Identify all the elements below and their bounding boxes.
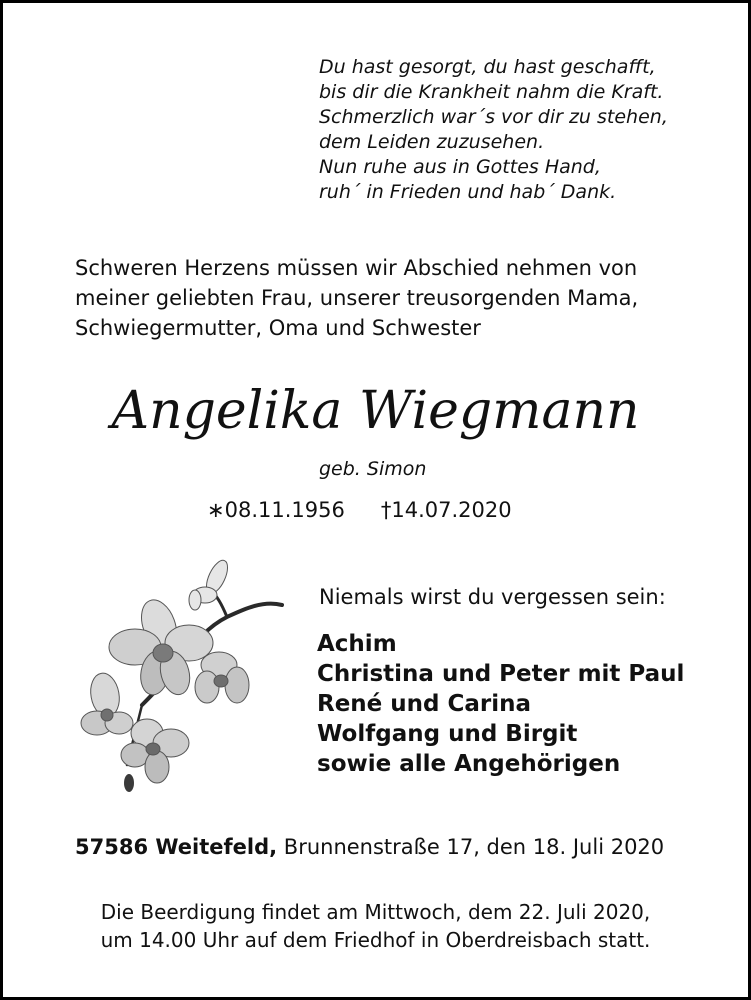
- poem-line: ruh´ in Frieden und hab´ Dank.: [319, 181, 617, 203]
- birth-star-icon: ∗: [207, 498, 225, 522]
- poem-line: Schmerzlich war´s vor dir zu stehen,: [319, 106, 668, 128]
- funeral-information: [3, 898, 748, 954]
- poem-line: dem Leiden zuzusehen.: [319, 131, 545, 153]
- remembrance-tagline: Niemals wirst du vergessen sein:: [319, 585, 666, 609]
- mourners-list: [317, 629, 684, 779]
- life-dates: [207, 495, 512, 525]
- place-and-date: [75, 835, 664, 859]
- death-cross-icon: †: [380, 498, 392, 522]
- mourner-name: Achim: [317, 631, 397, 657]
- mourner-name: René und Carina: [317, 691, 532, 717]
- poem-line: Nun ruhe aus in Gottes Hand,: [319, 156, 601, 178]
- funeral-line: um 14.00 Uhr auf dem Friedhof in Oberdreisbach statt.: [100, 928, 651, 952]
- town-name: 57586 Weitefeld,: [75, 835, 278, 859]
- maiden-name: geb. Simon: [319, 458, 427, 480]
- poem-line: bis dir die Krankheit nahm die Kraft.: [319, 81, 664, 103]
- orchid-flower-icon: [77, 555, 287, 795]
- death-date: 14.07.2020: [391, 498, 512, 522]
- mourner-name: sowie alle Angehörigen: [317, 751, 621, 777]
- intro-line: meiner geliebten Frau, unserer treusorgenden Mama,: [75, 286, 639, 310]
- intro-line: Schweren Herzens müssen wir Abschied nehmen von: [75, 256, 638, 280]
- deceased-name: Angelika Wiegmann: [111, 381, 640, 441]
- mourner-name: Wolfgang und Birgit: [317, 721, 578, 747]
- intro-line: Schwiegermutter, Oma und Schwester: [75, 316, 481, 340]
- poem-line: Du hast gesorgt, du hast geschafft,: [319, 56, 656, 78]
- birth-date: 08.11.1956: [224, 498, 345, 522]
- address-and-date: Brunnenstraße 17, den 18. Juli 2020: [277, 835, 665, 859]
- mourner-name: Christina und Peter mit Paul: [317, 661, 685, 687]
- memorial-poem: [319, 55, 739, 205]
- funeral-line: Die Beerdigung findet am Mittwoch, dem 22. Juli 2020,: [100, 900, 651, 924]
- farewell-intro: [75, 253, 715, 343]
